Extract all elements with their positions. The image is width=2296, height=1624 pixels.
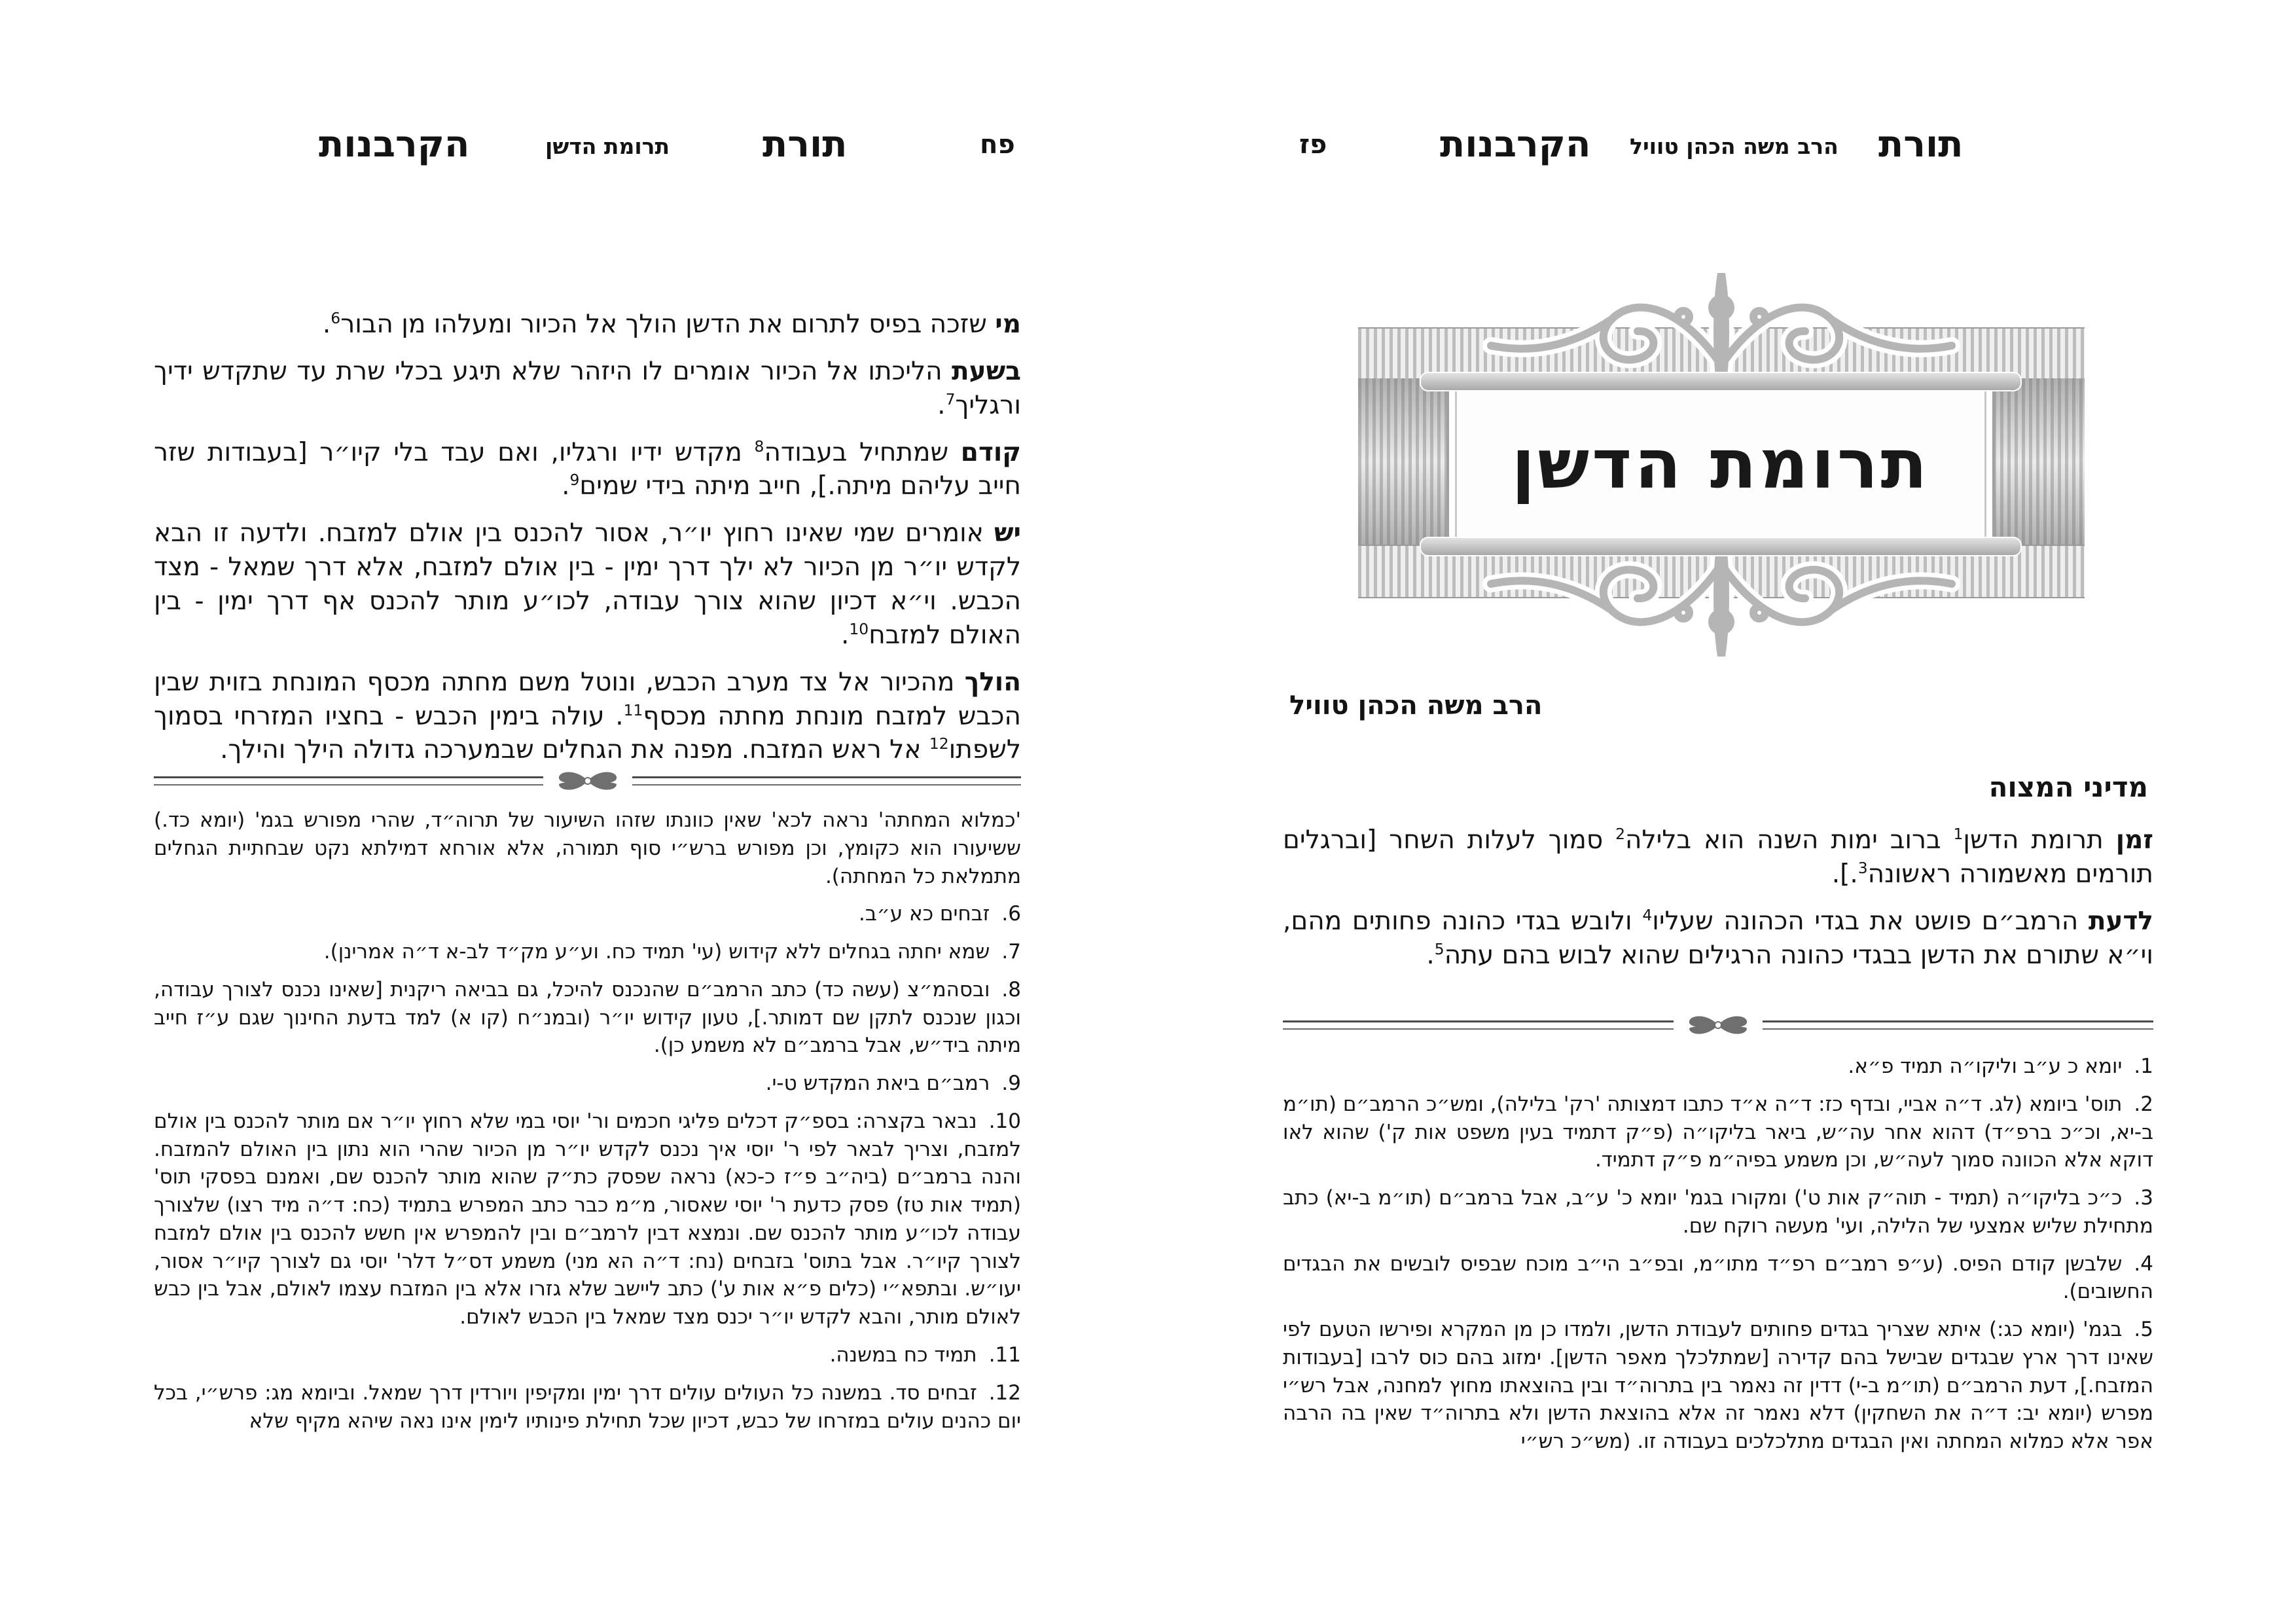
- footnote: [154, 938, 1021, 966]
- footnote: [1283, 1053, 2153, 1081]
- main-text: [154, 308, 1021, 780]
- footnote-text: זבחים סד. במשנה כל העולים עולים דרך ימין ומקיפין ויורדין דרך שמאל. וביומא מג: פרש״י, בכל יום כהנים עולים במזרחו של כבש, דכיון שכל תחילת פינותיו לימין אינו נאה שיהא מקיף שלא: [154, 1380, 1021, 1433]
- header-author: הרב משה הכהן טוויל: [1630, 134, 1839, 159]
- footnote: [154, 806, 1021, 890]
- text-run: שמתחיל בעבודה: [764, 437, 961, 467]
- footnote-ref: 9: [569, 471, 580, 490]
- footnote-ref: 1: [1953, 825, 1964, 843]
- banner-side-panel-left: [1358, 378, 1450, 545]
- footnote: [1283, 1316, 2153, 1456]
- footnote-number: 11.: [988, 1343, 1021, 1367]
- lead-word: בשעת: [952, 356, 1021, 386]
- footnote-number: 3.: [2134, 1186, 2153, 1210]
- footnote-ref: 8: [754, 437, 764, 456]
- header-series-title: תורת: [762, 123, 848, 166]
- footnote-ref: 4: [1642, 905, 1653, 924]
- footnote-number: 10.: [988, 1109, 1021, 1133]
- lead-word: זמן: [2115, 825, 2153, 855]
- left-page: [154, 0, 1021, 1624]
- body-paragraph: [1283, 823, 2153, 892]
- footnote: [1283, 1184, 2153, 1240]
- chapter-title: תרומת הדשן: [1511, 424, 1930, 504]
- banner-plaque-bar-top: [1420, 372, 2022, 391]
- lead-word: מי: [995, 310, 1021, 339]
- footnote-number: 7.: [1001, 940, 1021, 964]
- body-paragraph: [154, 355, 1021, 423]
- body-paragraph: [154, 436, 1021, 504]
- main-text: [1283, 823, 2153, 985]
- footnote-number: 9.: [1001, 1072, 1021, 1096]
- header-chapter-title: תרומת הדשן: [545, 134, 670, 159]
- footnote-number: 5.: [2134, 1318, 2153, 1342]
- footnote-number: 12.: [988, 1380, 1021, 1405]
- footnote-text: שמא יחתה בגחלים ללא קידוש (עי' תמיד כח. וע״ע מק״ד לב-א ד״ה אמרינן).: [323, 940, 990, 964]
- footnote: [154, 1379, 1021, 1435]
- text-run: .: [841, 620, 850, 650]
- text-run: הליכתו אל הכיור אומרים לו היזהר שלא תיגע בכלי שרת עד שתקדש ידיך ורגליך: [154, 356, 1021, 420]
- footnote-ref: 3: [1857, 858, 1868, 877]
- footnote: [154, 1070, 1021, 1098]
- body-paragraph: [1283, 905, 2153, 973]
- divider-ornament-icon: [1679, 1012, 1757, 1038]
- footnote-divider: [1283, 1011, 2153, 1039]
- footnote-number: 2.: [2134, 1092, 2153, 1116]
- footnotes: [154, 806, 1021, 1445]
- body-paragraph: [154, 666, 1021, 768]
- footnote-text: תמיד כח במשנה.: [829, 1343, 977, 1367]
- text-run: .: [322, 310, 331, 339]
- footnote-text: רמב״ם ביאת המקדש ט-י.: [765, 1072, 990, 1096]
- footnote-text: 'כמלוא המחתה' נראה לכא' שאין כוונתו שזהו השיעור של תרוה״ד, שהרי מפורש בגמ' (יומא כד.) ששיעורו הוא כקומץ, וכן מפורש ברש״י סוף תמורה, אלא אורחא דמילתא נקט שבחתיית הגחלים מתמלאת כל המחתה).: [154, 808, 1021, 888]
- text-run: .: [937, 390, 946, 420]
- footnote-text: בגמ' (יומא כג:) איתא שצריך בגדים פחותים לעבודת הדשן, ולמדו כן מן המקרא ופירשו הטעם לפי שאינו דרך ארץ שבגדים שבישל בהם קדירה [שמתלכלך מאפר הדשן]. ימזוג בהם כוס לרבו [בעבודות המזבח.], דעת הרמב״ם (תו״מ ב-י) דדין זה נאמר בין בתרוה״ד ובין בהוצאתו מחוץ למחנה, אבל רש״י מפרש (יומא יב: ד״ה את השחקין) דלא נאמר זה אלא בהוצאת הדשן ולא בתרוה״ד שאין בה הרבה אפר אלא כמלוא המחתה ואין הבגדים מתלכלכים בעבודה זו. (מש״כ רש״י: [1283, 1318, 2153, 1454]
- footnote-text: זבחים כא ע״ב.: [859, 902, 990, 926]
- banner-plaque: [1446, 378, 1995, 550]
- text-run: הרמב״ם פושט את בגדי הכהונה שעליו: [1652, 906, 2089, 936]
- footnote-text: ובסהמ״צ (עשה כד) כתב הרמב״ם שהנכנס להיכל, גם בביאה ריקנית [שאינו נכנס לצורך עבודה, וכגון שנכנס לתקן שם דמותר.], טעון קידוש יו״ר (ובמנ״ח (קו א) למד בדעת החינוך שגם ע״ז חייב מיתה ביד״ש, אבל ברמב״ם לא משמע כן).: [154, 977, 1021, 1058]
- author-byline: הרב משה הכהן טוויל: [1289, 691, 1543, 721]
- footnote-number: 6.: [1001, 902, 1021, 926]
- text-run: שזכה בפיס לתרום את הדשן הולך אל הכיור ומעלהו מן הבור: [340, 310, 996, 339]
- text-run: .].: [1831, 859, 1858, 889]
- divider-line: [1763, 1020, 2153, 1030]
- divider-line: [632, 776, 1022, 785]
- header-series-title: תורת: [1878, 123, 1964, 166]
- divider-line: [1283, 1020, 1674, 1030]
- text-run: אל ראש המזבח. מפנה את הגחלים שבמערכה גדולה הילך והילך.: [220, 735, 929, 765]
- text-run: ברוב ימות השנה הוא בלילה: [1625, 825, 1954, 855]
- right-page: [1283, 0, 2153, 1624]
- footnote-text: כ״כ בליקו״ה (תמיד - תוה״ק אות ט') ומקורו בגמ' יומא כ' ע״ב, אבל ברמב״ם (תו״מ ב-יא) כתב מתחילת שליש אמצעי של הלילה, ועי' מעשה רוקח שם.: [1283, 1186, 2153, 1238]
- body-paragraph: [154, 516, 1021, 652]
- footnote-number: 1.: [2134, 1055, 2153, 1078]
- footnote-ref: 6: [331, 309, 341, 327]
- footnote-divider: [154, 767, 1021, 795]
- text-run: תרומת הדשן: [1963, 825, 2116, 855]
- footnote-ref: 11: [623, 700, 643, 719]
- footnote-text: יומא כ ע״ב וליקו״ה תמיד פ״א.: [1848, 1055, 2123, 1078]
- footnote-ref: 2: [1615, 825, 1625, 843]
- banner-plaque-bar-bottom: [1420, 537, 2022, 556]
- text-run: סמוך לעלות השחר [וברגלים תורמים מאשמורה ראשונה: [1283, 825, 2153, 889]
- footnotes: [1283, 1053, 2153, 1466]
- divider-line: [154, 776, 543, 785]
- lead-word: הולך: [964, 667, 1021, 697]
- footnote-number: 4.: [2134, 1252, 2153, 1276]
- body-paragraph: [154, 308, 1021, 342]
- lead-word: יש: [994, 518, 1021, 549]
- text-run: .: [562, 471, 570, 501]
- footnote: [154, 1341, 1021, 1369]
- footnote-text: נבאר בקצרה: בספ״ק דכלים פליגי חכמים ור' יוסי במי שלא רחוץ יו״ר אם מותר להכנס בין אולם למזבח, וצריך לבאר לפי ר' יוסי איך נכנס לקדש יו״ר מן הכיור שהרי הוא נתון בין האולם להמזבח. והנה ברמב״ם (ביה״ב פ״ז כ-כא) נראה שפסק כת״ק שהוא מותר להכנס שם, ואמנם בפסקי תוס' (תמיד אות טז) פסק כדעת ר' יוסי שאסור, מ״מ כבר כתב המפרש בתמיד (כח: ד״ה מיד רצו) שלצורך עבודה לכו״ע מותר להכנס שם. ונמצא דבין לרמב״ם ובין להמפרש אין חשש להכנס בין אולם למזבח לצורך קיו״ר. אבל בתוס' בזבחים (נח: ד״ה הא מני) משמע דס״ל דלר' יוסי גם לצורך קיו״ר אסור, יעו״ש. ובתפא״י (כלים פ״א אות ע') כתב ליישב שלא גזרו אלא בין המזבח עצמו לאולם, אבל בין כבש לאולם מותר, והבא לקדש יו״ר יכנס מצד שמאל בין הכבש לאולם.: [154, 1109, 1021, 1329]
- header-section-title: הקרבנות: [319, 123, 470, 166]
- text-run: מהכיור אל צד מערב הכבש, ונוטל משם מחתה מכסף המונחת בזוית שבין הכבש למזבח מונחת מחתה מכסף: [154, 667, 1022, 731]
- footnote-ref: 5: [1434, 939, 1444, 958]
- footnote-number: 8.: [1001, 977, 1021, 1001]
- footnote: [154, 900, 1021, 928]
- text-run: ולובש בגדי כהונה פחותים מהם, וי״א שתורם את הדשן בבגדי כהונה הרגילים שהוא לבוש בהם עתה: [1283, 906, 2153, 970]
- section-heading: מדיני המצוה: [1988, 771, 2148, 803]
- header-section-title: הקרבנות: [1440, 123, 1591, 166]
- footnote: [154, 976, 1021, 1060]
- text-run: אומרים שמי שאינו רחוץ יו״ר, אסור להכנס בין אולם למזבח. ולדעה זו הבא לקדש יו״ר מן הכיור לא ילך דרך ימין - בין אולם למזבח, אלא דרך שמאל - מצד הכבש. וי״א דכיון שהוא צורך עבודה, לכו״ע מותר להכנס אף דרך ימין - בין האולם למזבח: [154, 518, 1021, 650]
- chapter-title-banner: [1358, 281, 2085, 648]
- footnote-ref: 10: [849, 619, 869, 638]
- footnote: [1283, 1250, 2153, 1307]
- footnote: [154, 1108, 1021, 1331]
- footnote-ref: 12: [929, 734, 949, 753]
- page-number: פז: [1299, 130, 1327, 160]
- banner-side-panel-right: [1993, 378, 2085, 545]
- footnote-text: שלבשן קודם הפיס. (ע״פ רמב״ם רפ״ד מתו״מ, ובפ״ב הי״ב מוכח שבפיס לובשים את הבגדים החשובים).: [1283, 1252, 2153, 1304]
- footnote-ref: 7: [945, 389, 956, 408]
- divider-ornament-icon: [548, 768, 627, 794]
- page-number: פח: [980, 130, 1015, 160]
- text-run: מקדש ידיו ורגליו, ואם עבד בלי קיו״ר [בעבודות שזר חייב עליהם מיתה.], חייב מיתה בידי שמים: [154, 437, 1021, 501]
- lead-word: קודם: [960, 437, 1021, 467]
- footnote: [1283, 1091, 2153, 1174]
- text-run: . עולה בימין הכבש - בחציו המזרחי בסמוך לשפתו: [154, 701, 1021, 765]
- text-run: .: [1426, 940, 1435, 970]
- lead-word: לדעת: [2088, 906, 2153, 936]
- footnote-text: תוס' ביומא (לג. ד״ה אביי, ובדף כז: ד״ה א״ד כתבו דמצותה 'רק' בלילה), ומש״כ הרמב״ם (תו״מ ב-יא, וכ״כ ברפ״ד) דהוא אחר עה״ש, ביאר בליקו״ה (פ״ק דתמיד בעין משפט אות ק') שהוא לאו דוקא אלא הכוונה סמוך לעה״ש, וכן משמע בפיה״מ פ״ק דתמיד.: [1283, 1092, 2153, 1172]
